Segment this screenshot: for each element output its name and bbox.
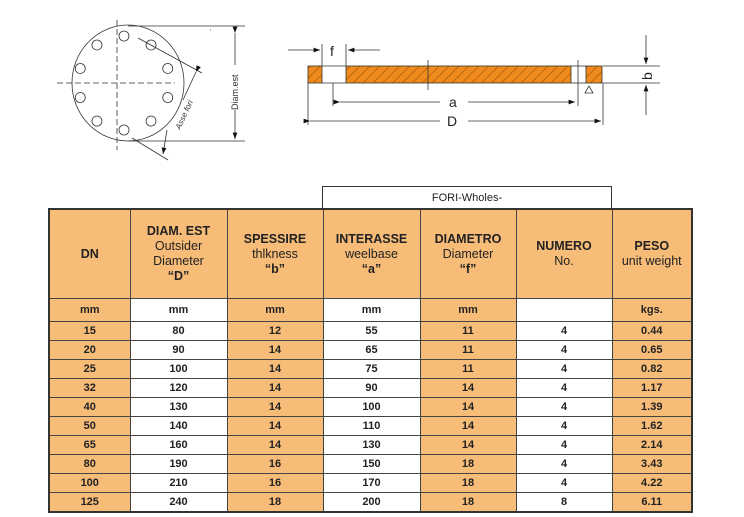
cell-numero: 4 [516, 436, 612, 455]
cell-diametro: 14 [420, 417, 516, 436]
cell-peso: 0.44 [612, 322, 692, 341]
cell-diametro: 14 [420, 379, 516, 398]
bolt-hole [92, 40, 102, 50]
cell-spessire: 14 [227, 341, 323, 360]
cell-interasse: 75 [323, 360, 420, 379]
cell-peso: 6.11 [612, 493, 692, 513]
table-row [49, 493, 692, 513]
table-row [49, 436, 692, 455]
header-line: Outsider [154, 239, 203, 253]
cell-spessire: 14 [227, 379, 323, 398]
header-line: DIAMETRO [434, 231, 502, 246]
cell-diametro: 14 [420, 436, 516, 455]
cell-diam-est: 240 [130, 493, 227, 513]
bolt-hole [92, 116, 102, 126]
cell-interasse: 170 [323, 474, 420, 493]
header-line: No. [554, 254, 574, 268]
b-label: b [639, 72, 655, 80]
cell-dn: 125 [49, 493, 130, 513]
cell-spessire: 16 [227, 455, 323, 474]
cell-spessire: 16 [227, 474, 323, 493]
header-line: PESO [634, 239, 670, 253]
cell-diametro: 11 [420, 322, 516, 341]
cell-peso: 1.39 [612, 398, 692, 417]
cell-interasse: 200 [323, 493, 420, 513]
bolt-hole [75, 93, 85, 103]
cell-interasse: 100 [323, 398, 420, 417]
flange-drawing [0, 0, 744, 180]
cell-diametro: 11 [420, 341, 516, 360]
cell-numero: 4 [516, 474, 612, 493]
cell-interasse: 65 [323, 341, 420, 360]
cell-spessire: 12 [227, 322, 323, 341]
header-line: “D” [167, 269, 190, 283]
cell-peso: 1.17 [612, 379, 692, 398]
header-line: INTERASSE [335, 231, 408, 246]
cell-numero: 4 [516, 398, 612, 417]
cell-diam-est: 190 [130, 455, 227, 474]
cell-diam-est: 90 [130, 341, 227, 360]
cell-peso: 1.62 [612, 417, 692, 436]
header-line: “a” [361, 261, 382, 276]
cell-numero: 4 [516, 322, 612, 341]
cell-dn: 100 [49, 474, 130, 493]
D-label: D [447, 113, 458, 129]
bolt-hole [119, 125, 129, 135]
header-line: Diameter [442, 246, 494, 261]
unit-diametro: mm [420, 299, 516, 322]
cell-dn: 25 [49, 360, 130, 379]
cell-spessire: 14 [227, 417, 323, 436]
table-row [49, 379, 692, 398]
flange-dimensions-table [48, 208, 693, 513]
side-view [288, 35, 660, 125]
f-label: f [330, 43, 334, 59]
diam-est-label: Diam.est [230, 74, 240, 110]
fori-group-header: FORI-Wholes- [322, 186, 612, 209]
cell-peso: 0.65 [612, 341, 692, 360]
table-row [49, 417, 692, 436]
cell-diametro: 14 [420, 398, 516, 417]
cell-dn: 40 [49, 398, 130, 417]
cell-diam-est: 210 [130, 474, 227, 493]
asse-fori-label: Asse fori [173, 98, 195, 131]
cell-interasse: 110 [323, 417, 420, 436]
front-view [57, 20, 245, 160]
units-row [49, 299, 692, 322]
cell-numero: 4 [516, 341, 612, 360]
cell-diametro: 18 [420, 455, 516, 474]
cell-numero: 8 [516, 493, 612, 513]
table-row [49, 341, 692, 360]
header-line: “b” [264, 261, 286, 276]
cell-diam-est: 120 [130, 379, 227, 398]
table-row [49, 455, 692, 474]
cell-dn: 80 [49, 455, 130, 474]
header-line: DN [80, 246, 99, 261]
cell-diam-est: 130 [130, 398, 227, 417]
header-spessire [227, 209, 323, 299]
cell-peso: 4.22 [612, 474, 692, 493]
unit-interasse: mm [323, 299, 420, 322]
cell-peso: 0.82 [612, 360, 692, 379]
cell-spessire: 14 [227, 360, 323, 379]
bolt-hole [119, 31, 129, 41]
cell-spessire: 18 [227, 493, 323, 513]
table-row [49, 322, 692, 341]
cell-diam-est: 100 [130, 360, 227, 379]
cell-interasse: 55 [323, 322, 420, 341]
cell-diametro: 18 [420, 493, 516, 513]
cell-dn: 15 [49, 322, 130, 341]
header-row [49, 209, 692, 299]
cell-peso: 3.43 [612, 455, 692, 474]
header-line: DIAM. EST [146, 224, 211, 238]
cell-diametro: 11 [420, 360, 516, 379]
cell-dn: 32 [49, 379, 130, 398]
header-dn [49, 209, 130, 299]
cell-numero: 4 [516, 360, 612, 379]
cell-spessire: 14 [227, 398, 323, 417]
unit-diam-est: mm [130, 299, 227, 322]
unit-peso: kgs. [612, 299, 692, 322]
header-line: weelbase [345, 246, 398, 261]
header-diam-est [130, 209, 227, 299]
cell-numero: 4 [516, 417, 612, 436]
bolt-hole [163, 93, 173, 103]
unit-dn: mm [49, 299, 130, 322]
bolt-hole [75, 63, 85, 73]
cell-interasse: 90 [323, 379, 420, 398]
cell-diametro: 18 [420, 474, 516, 493]
cell-diam-est: 140 [130, 417, 227, 436]
bolt-hole [146, 116, 156, 126]
cell-spessire: 14 [227, 436, 323, 455]
table-row [49, 398, 692, 417]
cell-diam-est: 80 [130, 322, 227, 341]
header-line: unit weight [621, 254, 682, 268]
cell-dn: 50 [49, 417, 130, 436]
header-line: Diameter [153, 254, 204, 268]
header-peso [612, 209, 692, 299]
cell-dn: 20 [49, 341, 130, 360]
cell-interasse: 150 [323, 455, 420, 474]
unit-spessire: mm [227, 299, 323, 322]
cell-peso: 2.14 [612, 436, 692, 455]
bolt-hole [163, 63, 173, 73]
header-numero [516, 209, 612, 299]
table-row [49, 360, 692, 379]
header-diametro [420, 209, 516, 299]
header-line: SPESSIRE [243, 231, 307, 246]
cell-numero: 4 [516, 455, 612, 474]
header-line: “f” [459, 261, 477, 276]
table-row [49, 474, 692, 493]
cell-dn: 65 [49, 436, 130, 455]
header-interasse [323, 209, 420, 299]
a-label: a [449, 94, 457, 110]
header-line: thlkness [252, 246, 298, 261]
cell-diam-est: 160 [130, 436, 227, 455]
cell-interasse: 130 [323, 436, 420, 455]
header-line: NUMERO [536, 239, 592, 253]
unit-numero [516, 299, 612, 322]
cell-numero: 4 [516, 379, 612, 398]
